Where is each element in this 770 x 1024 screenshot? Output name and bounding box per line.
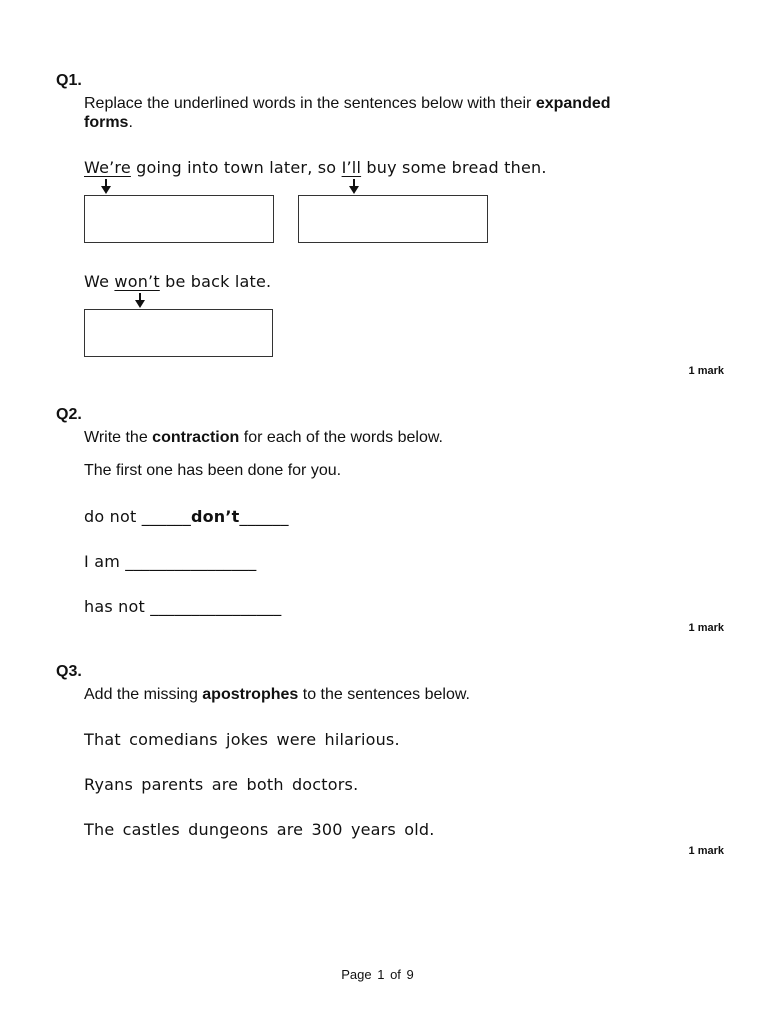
q2-instruction [84,429,443,447]
q2-note: The first one has been done for you. [84,462,342,479]
q3-sentence-3[interactable]: The castles dungeons are 300 years old. [84,820,435,839]
q1-arrow-2 [353,179,355,188]
q1-sentence-1-end: buy some bread then. [361,158,547,177]
q1-underlined-word-2: I’ll [341,158,362,177]
q2-instruction-bold: contraction [152,429,240,446]
page-number: Page 1 of 9 [341,967,414,982]
q3-number: Q3. [56,663,82,680]
q2-item-1-word: do not [84,507,142,526]
q2-mark: 1 mark [688,622,724,634]
q1-instruction-line2 [84,114,133,132]
q2-item-3-word: has not [84,597,151,616]
q3-instruction-text: Add the missing [84,686,203,703]
q1-sentence-1-middle: going into town later, so [130,158,342,177]
q1-arrow-1 [105,179,107,188]
q2-number: Q2. [56,406,82,423]
q1-arrow-3 [139,293,141,302]
q1-sentence-1 [84,158,547,177]
q3-sentence-2[interactable]: Ryans parents are both doctors. [84,775,359,794]
q2-item-3 [84,597,281,616]
q2-item-1-answer: don’t [190,507,240,526]
q3-instruction-bold: apostrophes [202,686,299,703]
q1-answer-box-1[interactable] [84,195,274,243]
q2-item-2-blank[interactable]: ________________ [125,552,257,571]
q2-item-3-blank[interactable]: ________________ [150,597,282,616]
q1-mark: 1 mark [688,365,724,377]
q1-underlined-word-3: won’t [114,272,160,291]
q1-number: Q1. [56,72,82,89]
q1-instruction-text: Replace the underlined words in the sentences below with their [84,95,536,112]
q2-instruction-text: Write the [84,429,153,446]
q2-item-1 [84,507,289,526]
q3-instruction-text-end: to the sentences below. [298,686,470,703]
q1-sentence-2-end: be back late. [159,272,272,291]
q1-sentence-2 [84,272,271,291]
q2-item-1-blank-after: ______ [239,507,289,526]
q2-item-2-word: I am [84,552,126,571]
q2-instruction-text-end: for each of the words below. [239,429,443,446]
q2-item-1-blank-before: ______ [141,507,191,526]
q1-instruction-period: . [128,114,133,131]
q1-instruction-line1 [84,95,611,113]
q1-answer-box-3[interactable] [84,309,273,357]
q1-answer-box-2[interactable] [298,195,488,243]
q1-instruction-bold2: forms [84,114,129,131]
q3-mark: 1 mark [688,845,724,857]
q1-instruction-bold: expanded [535,95,611,112]
q3-sentence-1[interactable]: That comedians jokes were hilarious. [84,730,400,749]
q2-item-2 [84,552,256,571]
q1-underlined-word-1: We’re [84,158,131,177]
q3-instruction [84,686,470,704]
q1-sentence-2-start: We [84,272,115,291]
